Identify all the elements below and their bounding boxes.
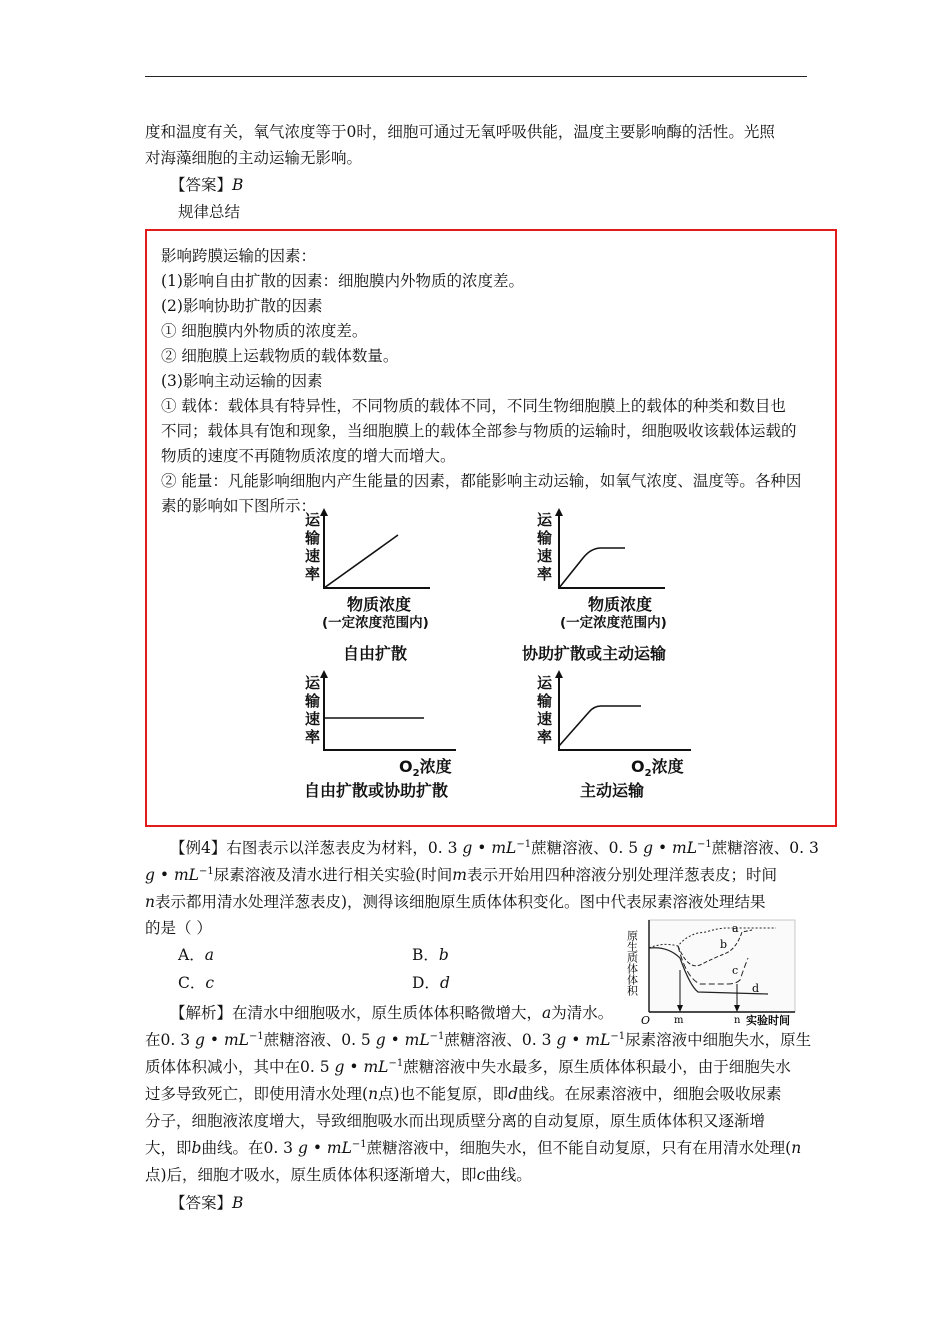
analysis-line-3: 质体体积减小，其中在0. 5 g • $mL^{-1}$蔗糖溶液中失水最多，原生质体体积最小，由于细胞失水 — [145, 1058, 791, 1076]
g3-y-arrow — [320, 670, 328, 678]
g4-y-arrow — [555, 670, 563, 678]
option-b[interactable]: B．b — [412, 946, 449, 964]
g2-ylabel: 运 输 速 率 — [537, 511, 553, 583]
g2-curve — [559, 548, 625, 588]
box-line: 物质的速度不再随物质浓度的增大而增大。 — [161, 447, 456, 465]
box-line: (2)影响协助扩散的因素 — [161, 297, 323, 315]
box-line: ② 能量：凡能影响细胞内产生能量的因素，都能影响主动运输，如氧气浓度、温度等。各种因 — [161, 472, 802, 490]
analysis-line-5: 分子，细胞液浓度增大，导致细胞吸水而出现质壁分离的自动复原，原生质体体积又逐渐增 — [145, 1112, 766, 1130]
analysis-line-6: 大，即b曲线。在0. 3 g • $mL^{-1}$蔗糖溶液中，细胞失水，但不能自动复原，只有在用清水处理(n — [145, 1139, 802, 1157]
summary-title: 规律总结 — [178, 203, 241, 221]
example-line-2: g • $mL^{-1}$尿素溶液及清水进行相关实验(时间m表示开始用四种溶液分别处理洋葱表皮；时间 — [145, 866, 777, 884]
g3-plot — [318, 670, 458, 754]
figure-ylabel: 原生质体体积 — [625, 930, 639, 996]
figure-frame — [649, 920, 795, 1012]
label-a: a — [732, 922, 739, 935]
g1-xlabel: 物质浓度 — [347, 595, 412, 614]
option-d[interactable]: D．d — [412, 974, 450, 992]
summary-box — [145, 229, 837, 827]
answer-value: B — [232, 176, 244, 194]
g1-ylabel: 运 输 速 率 — [305, 511, 321, 583]
option-a[interactable]: A．a — [178, 946, 214, 964]
label-b: b — [720, 938, 728, 951]
label-n: n — [734, 1015, 741, 1026]
intro-line-2: 对海藻细胞的主动运输无影响。 — [145, 149, 363, 167]
box-line: ② 细胞膜上运载物质的载体数量。 — [161, 347, 399, 365]
box-line: 素的影响如下图所示： — [161, 497, 317, 515]
label-c: c — [732, 964, 739, 977]
g2-caption: 协助扩散或主动运输 — [522, 644, 667, 663]
g3-ylabel: 运 输 速 率 — [305, 674, 321, 746]
g4-xlabel: $O_2$浓度 — [631, 757, 684, 780]
figure-xlabel: 实验时间 — [746, 1014, 790, 1027]
protoplast-figure — [625, 918, 800, 1028]
g3-axes — [324, 674, 456, 750]
g2-plot — [553, 508, 668, 594]
g1-plot — [318, 508, 433, 594]
example-line-3: n表示都用清水处理洋葱表皮)，测得该细胞原生质体体积变化。图中代表尿素溶液处理结果 — [145, 893, 766, 911]
analysis-line-1: 【解析】在清水中细胞吸水，原生质体体积略微增大，a为清水。 — [170, 1004, 614, 1022]
box-line: 影响跨膜运输的因素： — [161, 247, 317, 265]
box-line: (3)影响主动运输的因素 — [161, 372, 323, 390]
g4-caption: 主动运输 — [580, 781, 645, 800]
box-line: ① 细胞膜内外物质的浓度差。 — [161, 322, 368, 340]
g4-plot — [553, 670, 693, 754]
header-rule — [145, 76, 807, 77]
example-line-4: 的是（ ） — [145, 919, 212, 937]
g4-axes — [559, 674, 691, 750]
option-c[interactable]: C．c — [178, 974, 215, 992]
g1-range: (一定浓度范围内) — [322, 615, 429, 631]
label-origin: O — [641, 1014, 651, 1027]
box-line: 不同；载体具有饱和现象，当细胞膜上的载体全部参与物质的运输时，细胞吸收该载体运载的 — [161, 422, 797, 440]
g1-y-arrow — [320, 508, 328, 516]
analysis-line-4: 过多导致死亡，即使用清水处理(n点)也不能复原，即d曲线。在尿素溶液中，细胞会吸收尿素 — [145, 1085, 782, 1103]
answer-value: B — [232, 1194, 244, 1212]
g2-range: (一定浓度范围内) — [560, 615, 667, 631]
g4-curve — [559, 706, 641, 746]
answer-label: 【答案】 — [170, 176, 233, 194]
g1-caption: 自由扩散 — [343, 644, 408, 663]
label-m: m — [674, 1015, 684, 1026]
box-line: (1)影响自由扩散的因素：细胞膜内外物质的浓度差。 — [161, 272, 524, 290]
g4-ylabel: 运 输 速 率 — [537, 674, 553, 746]
analysis-line-2: 在0. 3 g • $mL^{-1}$蔗糖溶液、0. 5 g • $mL^{-1}$蔗糖溶液、0. 3 g • $mL^{-1}$尿素溶液中细胞失水，原生 — [145, 1031, 812, 1049]
analysis-line-7: 点)后，细胞才吸水，原生质体体积逐渐增大，即c曲线。 — [145, 1166, 532, 1184]
example-line-1: 【例4】右图表示以洋葱表皮为材料，0. 3 g • $mL^{-1}$蔗糖溶液、0. 5 g • $mL^{-1}$蔗糖溶液、0. 3 — [170, 839, 819, 857]
answer-label: 【答案】 — [170, 1194, 233, 1212]
box-line: ① 载体：载体具有特异性，不同物质的载体不同，不同生物细胞膜上的载体的种类和数目也 — [161, 397, 786, 415]
g2-xlabel: 物质浓度 — [588, 595, 653, 614]
label-d: d — [752, 982, 760, 995]
g2-y-arrow — [555, 508, 563, 516]
g3-caption: 自由扩散或协助扩散 — [304, 781, 449, 800]
g3-xlabel: $O_2$浓度 — [399, 757, 452, 780]
intro-line-1: 度和温度有关，氧气浓度等于0时，细胞可通过无氧呼吸供能，温度主要影响酶的活性。光照 — [145, 123, 775, 141]
g1-line — [324, 535, 398, 588]
analysis-answer — [170, 1193, 243, 1213]
g2-axes — [559, 512, 665, 588]
intro-answer — [170, 175, 243, 195]
